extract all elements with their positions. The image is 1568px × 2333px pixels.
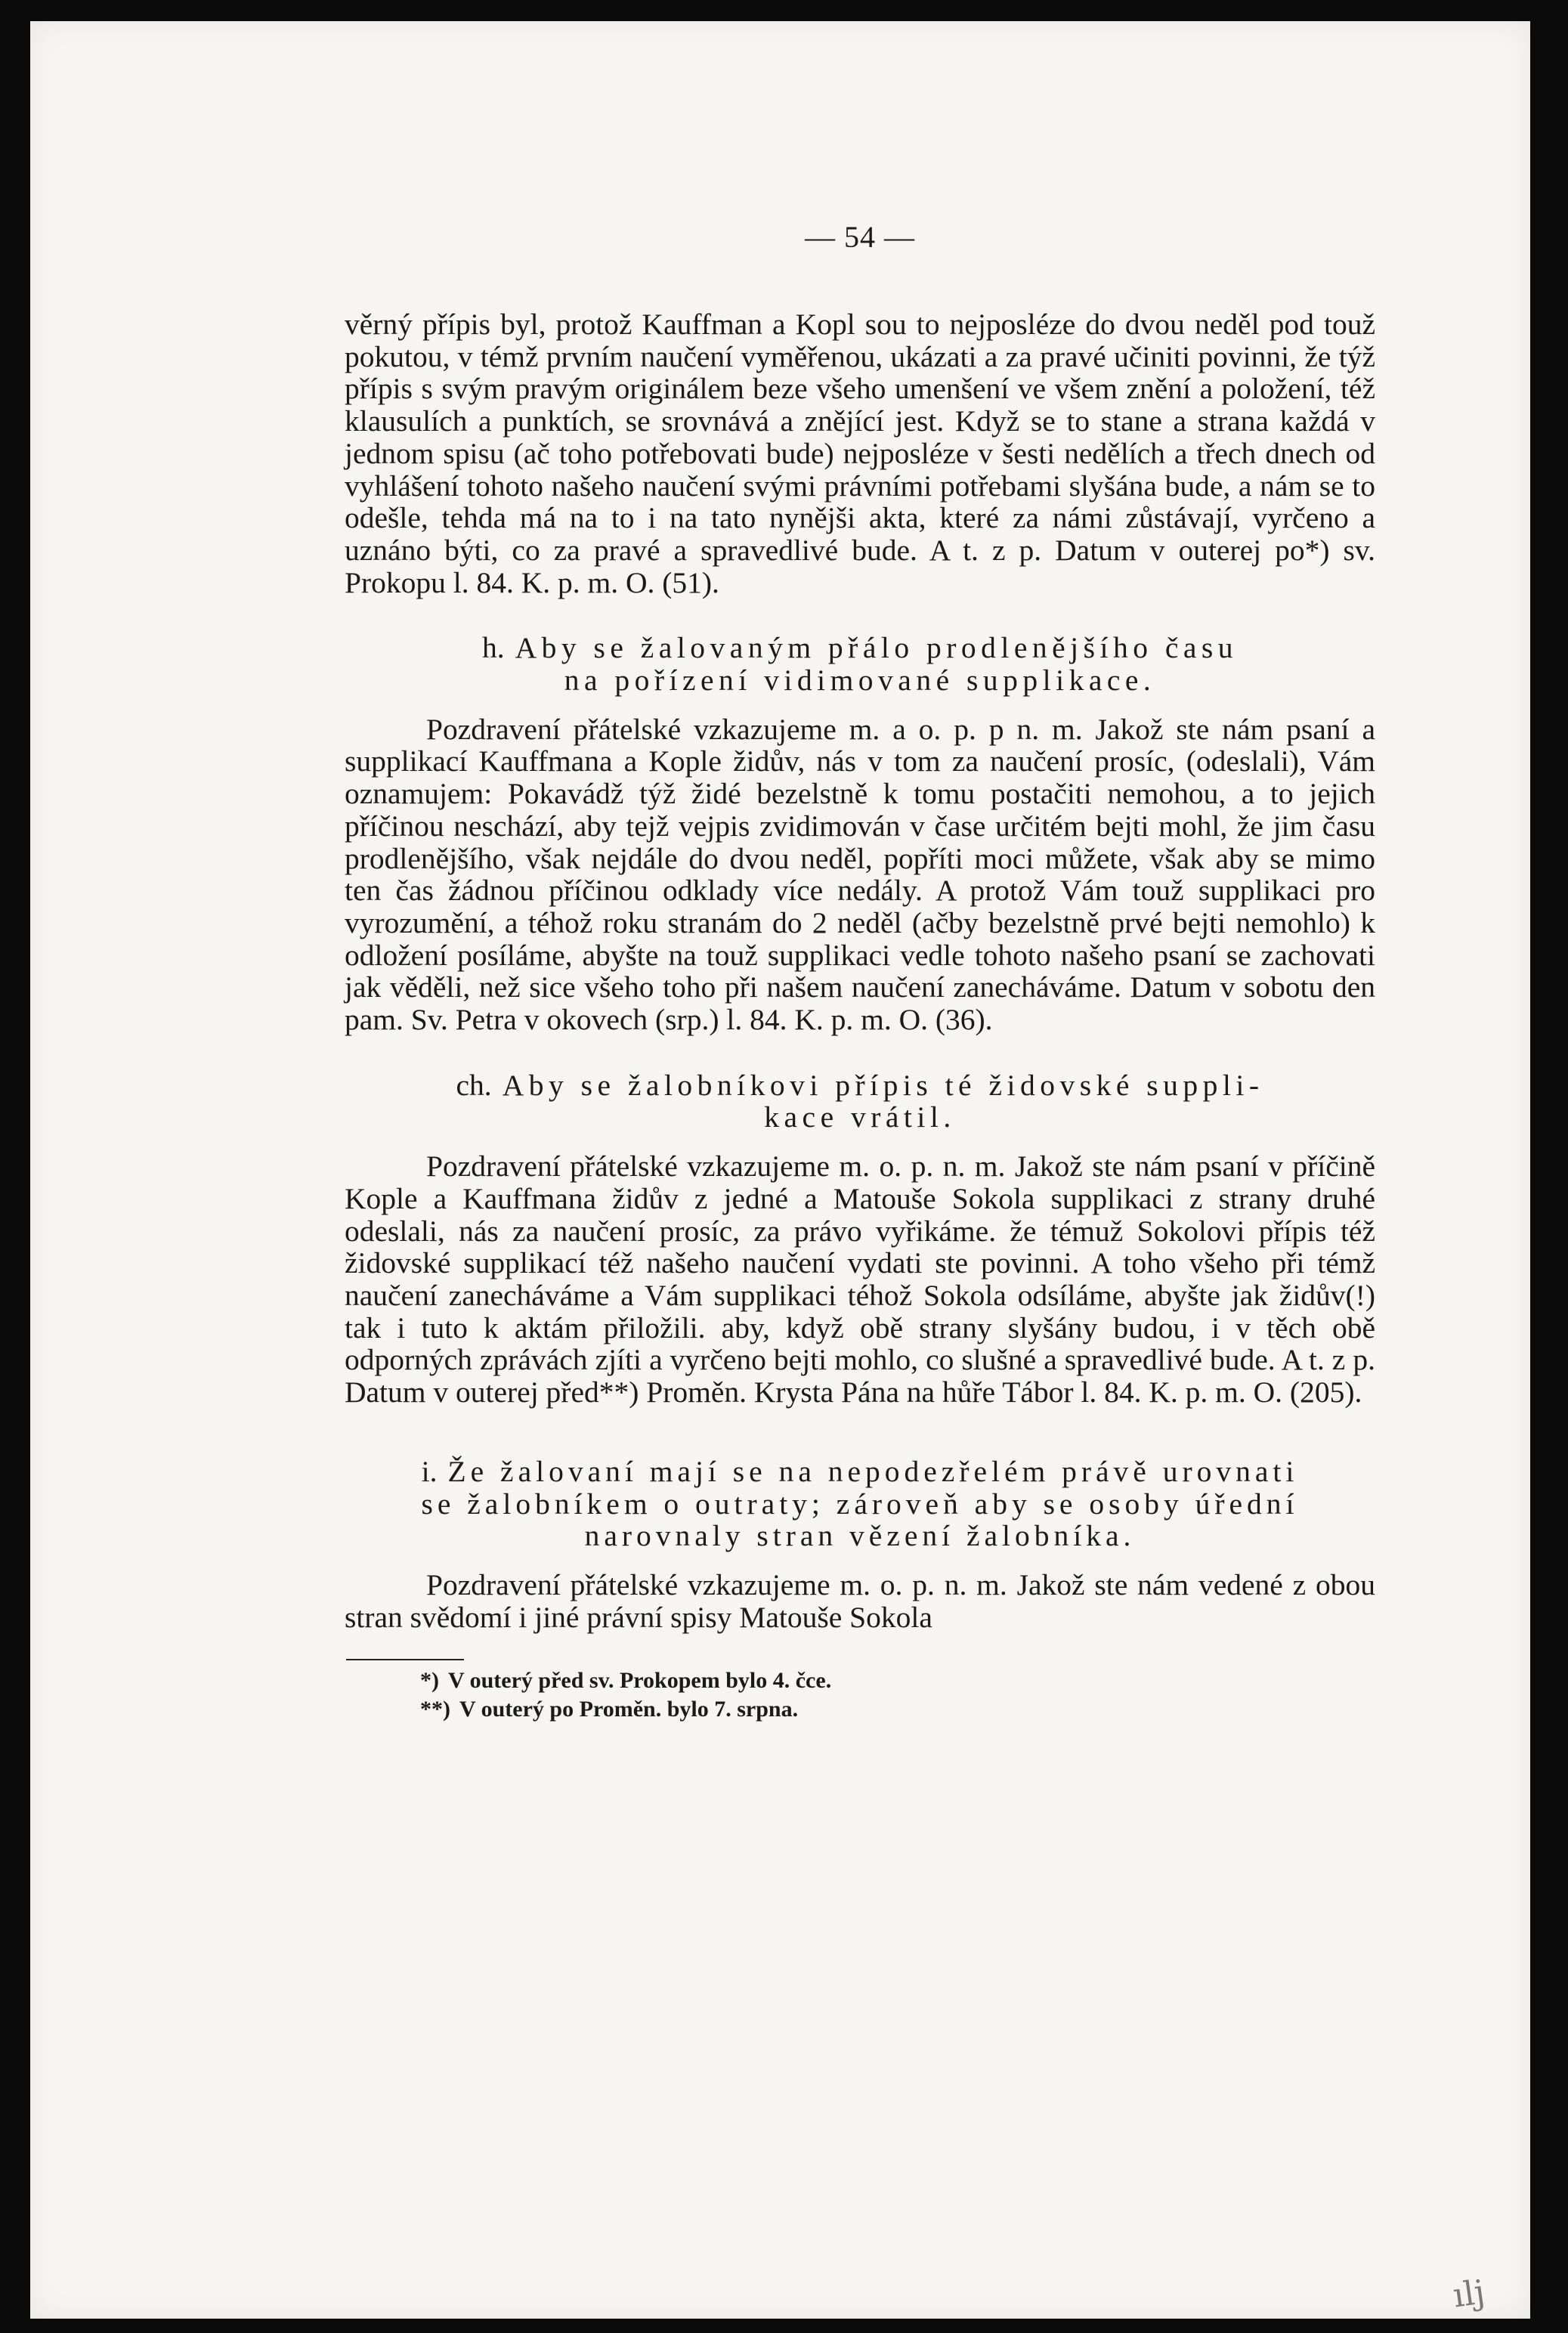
paragraph-4: Pozdravení přátelské vzkazujeme m. o. p. n. m. Jakož ste nám vedené z obou stran svědomí i jiné právní spisy Matouše Sokola (345, 1567, 1375, 1634)
page-number: — 54 — (805, 220, 915, 254)
paragraph-2: Pozdravení přátelské vzkazujeme m. a o. p. p n. m. Jakož ste nám psaní a supplikací Kauffmana a Kople židův, nás v tom za naučení prosíc, (odeslali), Vám oznamujem: Pokavádž týž židé bezelstně k tomu postačiti nemohou, a to jejich příčinou neschází, aby tejž vejpis zvidimován v čase určitém bejti mohl, že jim času prodlenějšího, však nejdále do dvou neděl, popříti moci můžete, však aby se mimo ten čas žádnou příčinou odklady více nedály. A protož Vám touž supplikaci pro vyrozumění, a téhož roku stranám do 2 neděl (ačby bezelstně prvé bejti nemohlo) k odložení posíláme, abyšte na touž supplikaci vedle tohoto našeho psaní se zachovati jak věděli, než sice všeho toho při našem naučení zanecháváme. Datum v sobotu den pam. Sv. Petra v okovech (srp.) l. 84. K. p. m. O. (36). (345, 712, 1375, 1037)
section-title-i-line1: Že žalovaní mají se na nepodezřelém právě urovnati (447, 1454, 1299, 1488)
section-label-i: i. (421, 1454, 438, 1488)
section-heading-h (345, 632, 1375, 696)
section-title-h-line1: Aby se žalovaným přálo prodlenějšího času (515, 631, 1239, 665)
footnote-rule (346, 1659, 464, 1660)
footnote-1 (420, 1666, 1375, 1695)
section-title-ch-line2: kace vrátil. (764, 1100, 956, 1134)
section-label-ch: ch. (456, 1068, 492, 1102)
section-heading-ch (345, 1069, 1375, 1134)
footnote-1-mark: *) (420, 1668, 439, 1694)
section-title-i-line2: se žalobníkem o outraty; zároveň aby se osoby úřední (421, 1487, 1299, 1521)
margin-scribble: ılj (1450, 2273, 1488, 2316)
footnote-2-text: V outerý po Proměn. bylo 7. srpna. (459, 1697, 799, 1722)
section-title-h-line2: na pořízení vidimované supplikace. (564, 664, 1156, 698)
footnote-2-mark: **) (420, 1697, 450, 1722)
footnote-1-text: V outerý před sv. Prokopem bylo 4. čce. (448, 1668, 832, 1694)
section-title-ch-line1: Aby se žalobníkovi přípis té židovské suppli- (502, 1068, 1264, 1102)
footnote-2 (420, 1695, 1375, 1724)
paragraph-1: věrný přípis byl, protož Kauffman a Kopl sou to nejposléze do dvou neděl pod touž pokutou, v témž prvním naučení vyměřenou, ukázati a za pravé učiniti povinni, že týž přípis s svým pravým originálem beze všeho umenšení ve všem znění a položení, též klausulích a punktích, se srovnává a znějící jest. Když se to stane a strana každá v jednom spisu (ač toho potřebovati bude) nejposléze v šesti nedělích a třech dnech od vyhlášení tohoto našeho naučení svými právními potřebami slyšána bude, a nám se to odešle, tehda má na to i na tato nynějši akta, které za námi zůstávají, vyrčeno a uznáno býti, co za pravé a spravedlivé bude. A t. z p. Datum v outerej po*) sv. Prokopu l. 84. K. p. m. O. (51). (345, 308, 1375, 599)
section-heading-i (345, 1456, 1375, 1552)
page-content (345, 221, 1375, 1724)
paragraph-3: Pozdravení přátelské vzkazujeme m. o. p. n. m. Jakož ste nám psaní v příčině Kople a Kauffmana židův z jedné a Matouše Sokola supplikaci z strany druhé odeslali, nás za naučení prosíc, za právo vyřikáme. že témuž Sokolovi přípis též židovské supplikací též našeho naučení vydati ste povinni. A toho všeho při témž naučení zanecháváme a Vám supplikaci téhož Sokola odsíláme, abyšte jak židův(!) tak i tuto k aktám přiložili. aby, když obě strany slyšány budou, i v těch obě odporných zprávách zjíti a vyrčeno bejti mohlo, co slušné a spravedlivé bude. A t. z p. Datum v outerej před**) Proměn. Krysta Pána na hůře Tábor l. 84. K. p. m. O. (205). (345, 1149, 1375, 1409)
section-title-i-line3: narovnaly stran vězení žalobníka. (584, 1519, 1136, 1553)
section-label-h: h. (481, 631, 505, 665)
